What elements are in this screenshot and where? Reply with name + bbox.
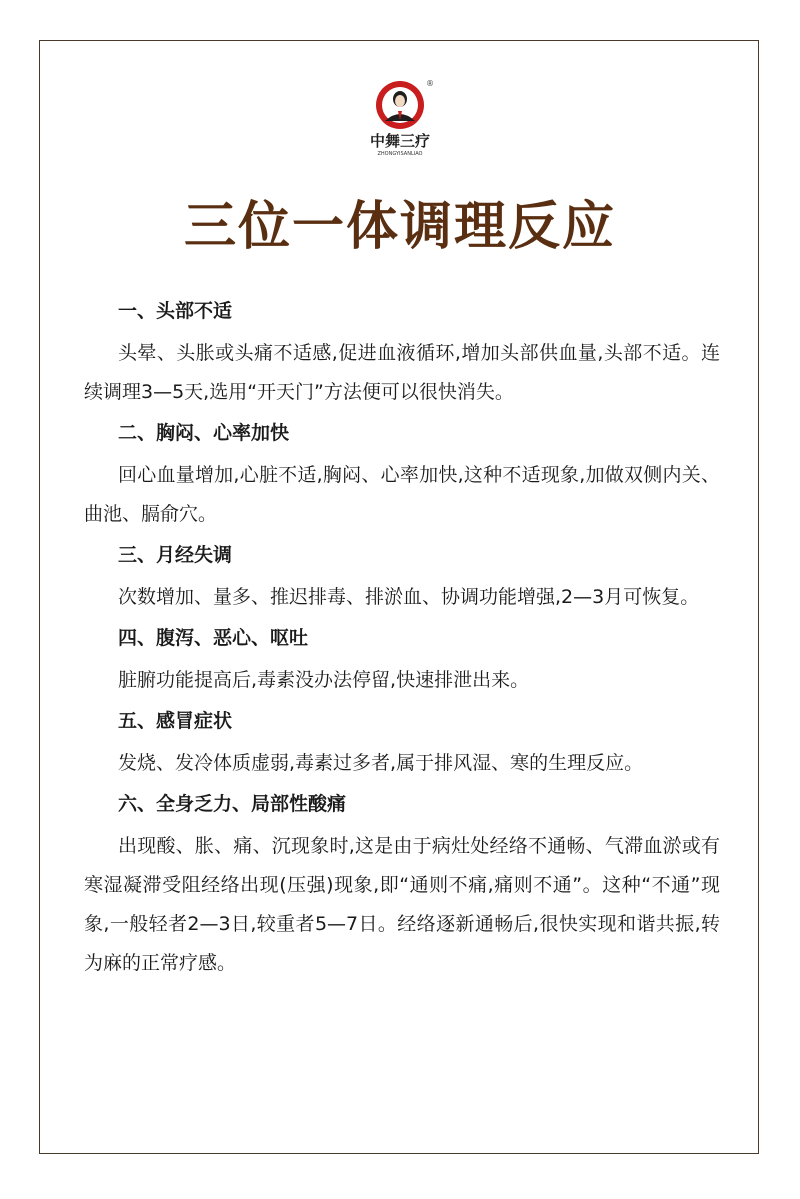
svg-text:®: ® bbox=[426, 79, 434, 88]
section-heading: 三、月经失调 bbox=[118, 544, 233, 566]
page-title: 三位一体调理反应 bbox=[183, 196, 616, 257]
section-heading: 二、胸闷、心率加快 bbox=[118, 422, 290, 444]
section-chest-tightness bbox=[84, 418, 720, 534]
section-fatigue-soreness bbox=[84, 789, 720, 983]
logo-subtext: ZHONGYISANLIAO bbox=[377, 151, 423, 157]
content-body bbox=[84, 296, 720, 989]
section-text: 头晕、头胀或头痛不适感,促进血液循环,增加头部供血量,头部不适。连续调理3—5天,选用“开天门”方法便可以很快消失。 bbox=[84, 342, 720, 403]
section-heading: 五、感冒症状 bbox=[118, 710, 233, 732]
section-text: 次数增加、量多、推迟排毒、排淤血、协调功能增强,2—3月可恢复。 bbox=[118, 586, 700, 608]
section-text: 脏腑功能提高后,毒素没办法停留,快速排泄出来。 bbox=[118, 669, 530, 691]
section-text: 发烧、发冷体质虚弱,毒素过多者,属于排风湿、寒的生理反应。 bbox=[118, 752, 644, 774]
section-text: 回心血量增加,心脏不适,胸闷、心率加快,这种不适现象,加做双侧内关、曲池、膈俞穴。 bbox=[84, 464, 720, 525]
section-cold-symptoms bbox=[84, 706, 720, 783]
section-heading: 六、全身乏力、局部性酸痛 bbox=[118, 793, 347, 815]
section-text: 出现酸、胀、痛、沉现象时,这是由于病灶处经络不通畅、气滞血淤或有寒湿凝滞受阻经络出现(压强)现象,即“通则不痛,痛则不通”。这种“不通”现象,一般轻者2—3日,较重者5—7日。经络逐新通畅后,很快实现和谐共振,转为麻的正常疗感。 bbox=[84, 835, 720, 974]
section-head-discomfort bbox=[84, 296, 720, 412]
logo-text: 中舞三疗 bbox=[369, 132, 431, 150]
section-menstrual bbox=[84, 540, 720, 617]
logo-emblem-icon bbox=[367, 78, 437, 160]
section-digestive bbox=[84, 623, 720, 700]
brand-logo bbox=[367, 78, 437, 160]
section-heading: 四、腹泻、恶心、呕吐 bbox=[118, 627, 309, 649]
section-heading: 一、头部不适 bbox=[118, 300, 233, 322]
